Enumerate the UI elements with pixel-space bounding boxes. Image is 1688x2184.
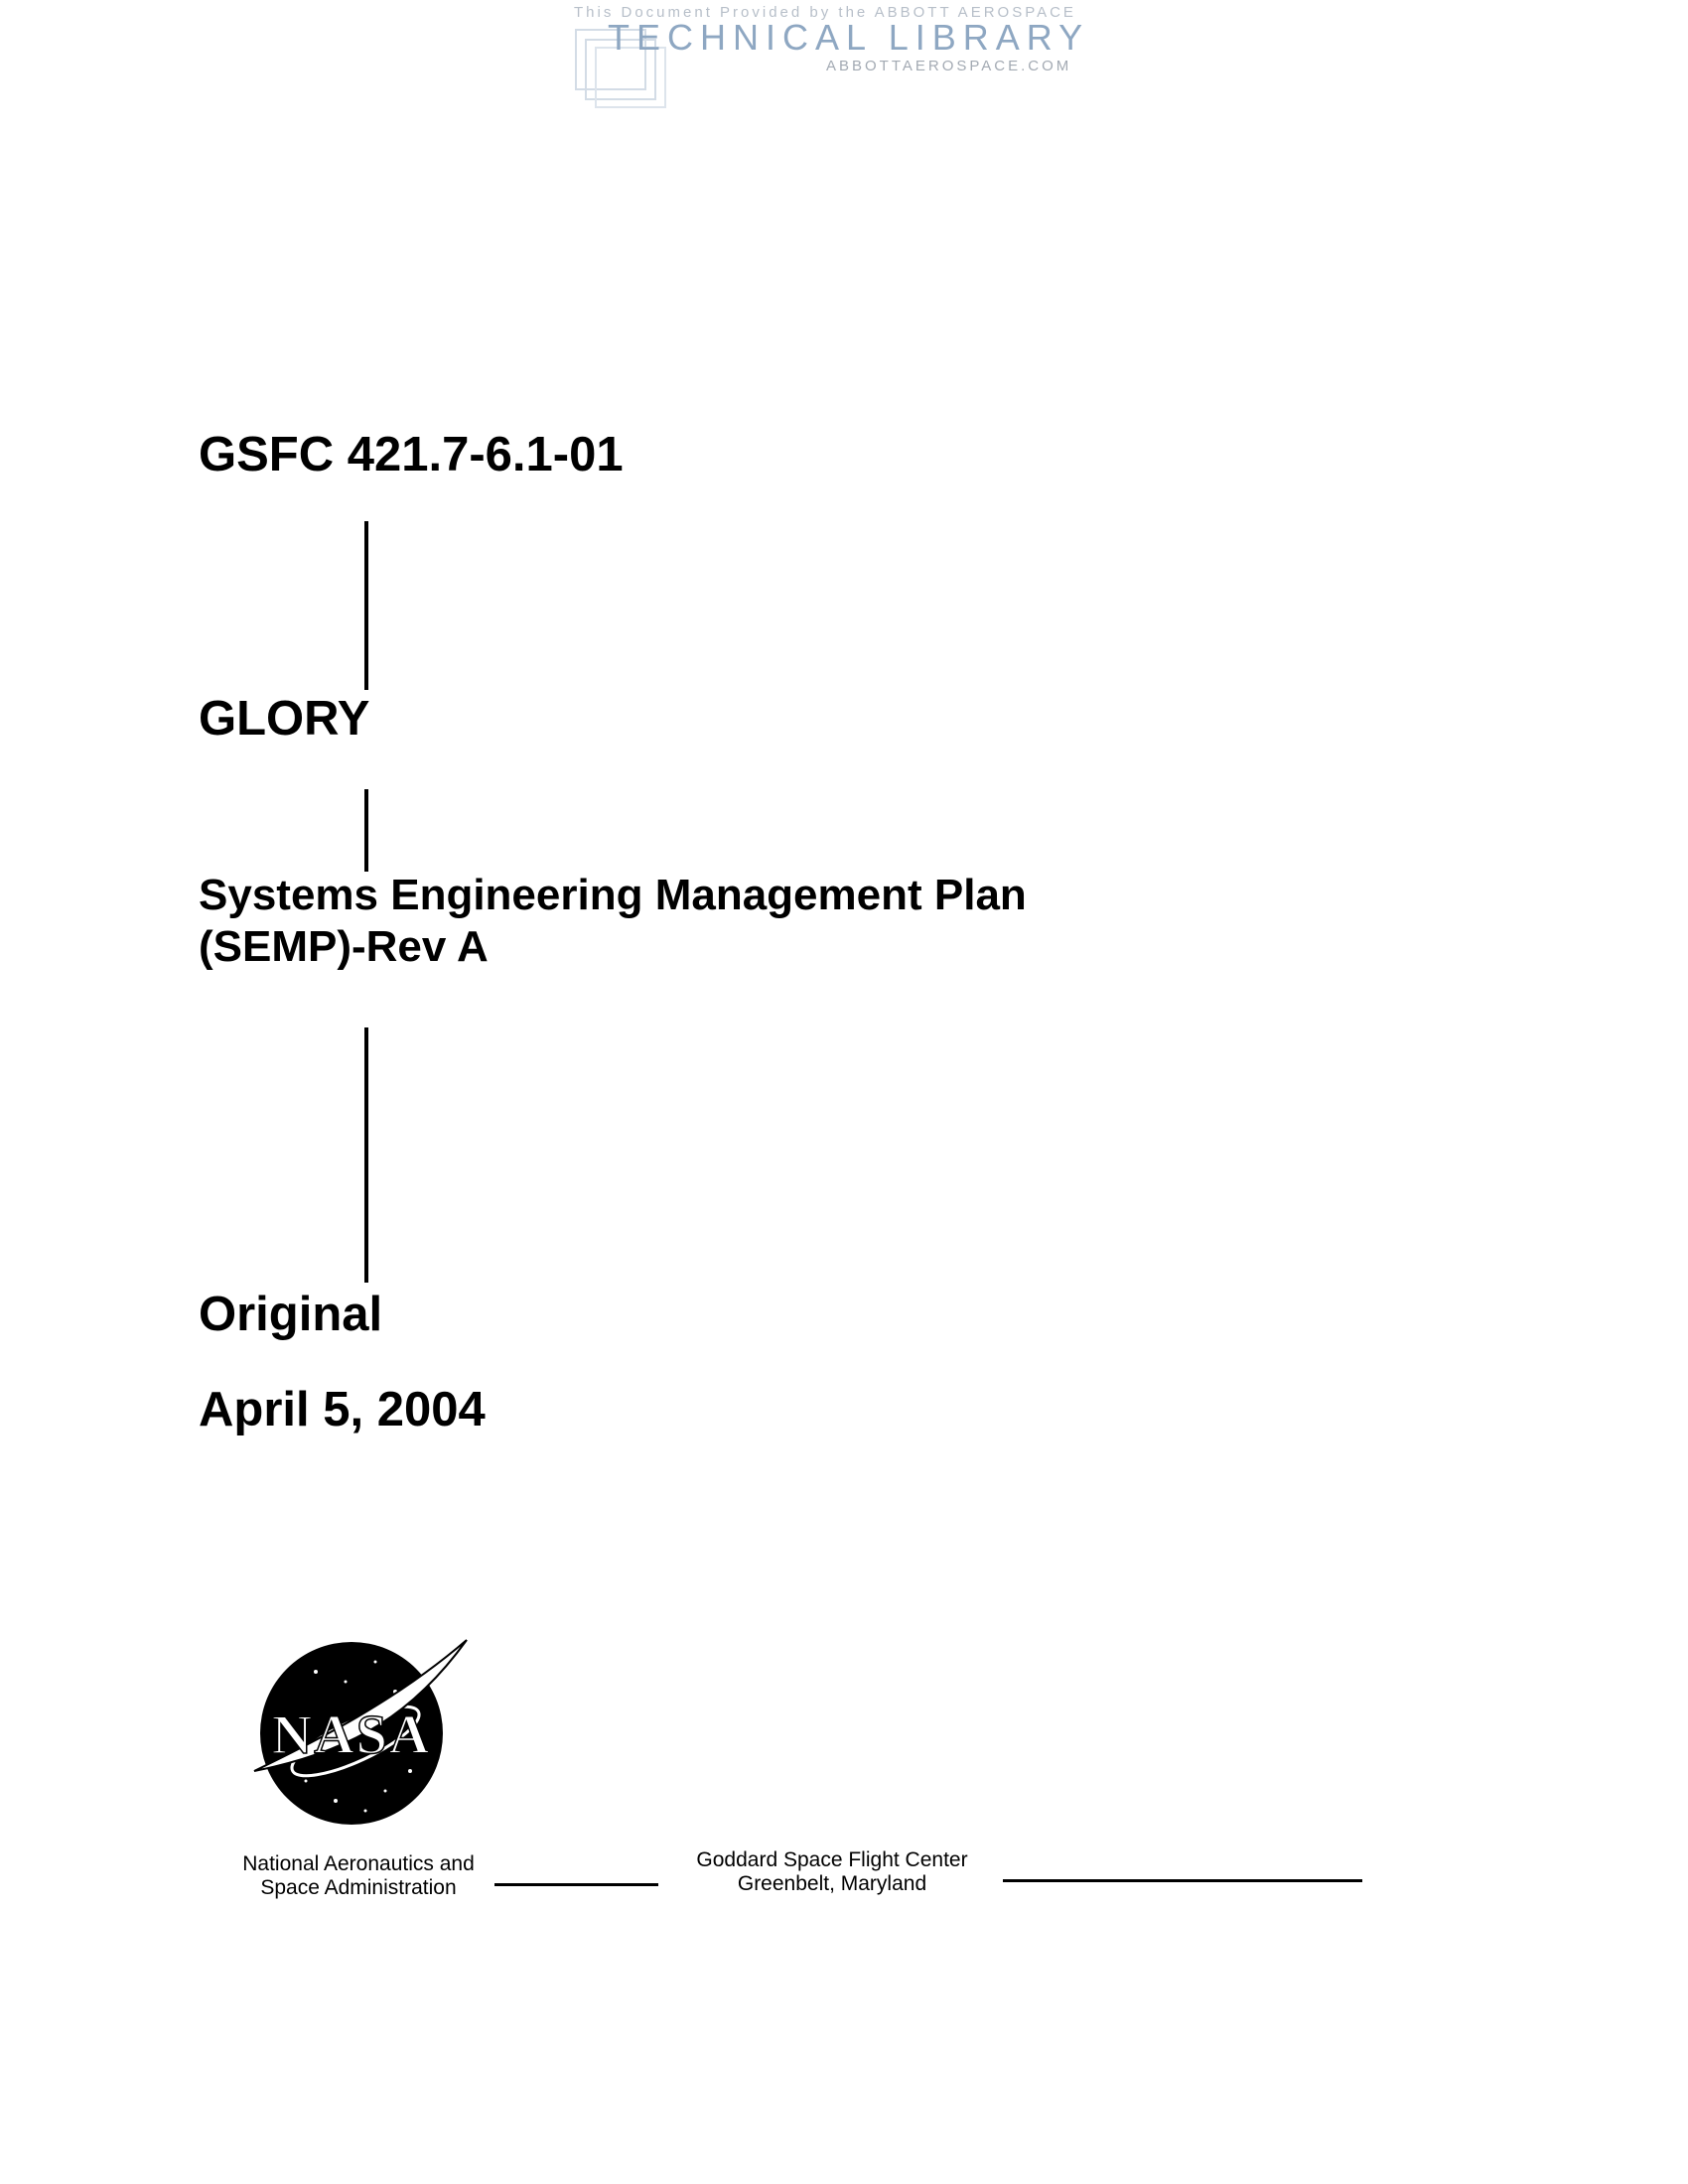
document-date: April 5, 2004: [199, 1383, 486, 1436]
document-title-line2: (SEMP)-Rev A: [199, 922, 489, 971]
watermark-website: ABBOTTAEROSPACE.COM: [826, 58, 1072, 74]
nasa-logo-text: NASA: [271, 1705, 432, 1766]
document-title-line1: Systems Engineering Management Plan: [199, 871, 1027, 919]
vertical-rule: [364, 521, 368, 690]
nasa-logo: [246, 1632, 471, 1833]
vertical-rule: [364, 789, 368, 872]
center-name: [685, 1848, 979, 1896]
footer-rule: [1003, 1879, 1362, 1882]
document-number: GSFC 421.7-6.1-01: [199, 428, 624, 481]
watermark-technical-library: TECHNICAL LIBRARY: [608, 17, 1090, 58]
agency-name: [224, 1852, 492, 1900]
document-title: [199, 870, 1027, 973]
center-name-line2: Greenbelt, Maryland: [737, 1872, 927, 1895]
footer-rule: [494, 1883, 658, 1886]
project-name: GLORY: [199, 692, 370, 746]
vertical-rule: [364, 1027, 368, 1283]
revision-label: Original: [199, 1288, 383, 1341]
watermark-provided-by: This Document Provided by the ABBOTT AEROSPACE: [574, 4, 1076, 21]
agency-name-line2: Space Administration: [260, 1876, 457, 1899]
agency-name-line1: National Aeronautics and: [242, 1852, 475, 1875]
center-name-line1: Goddard Space Flight Center: [696, 1848, 968, 1871]
